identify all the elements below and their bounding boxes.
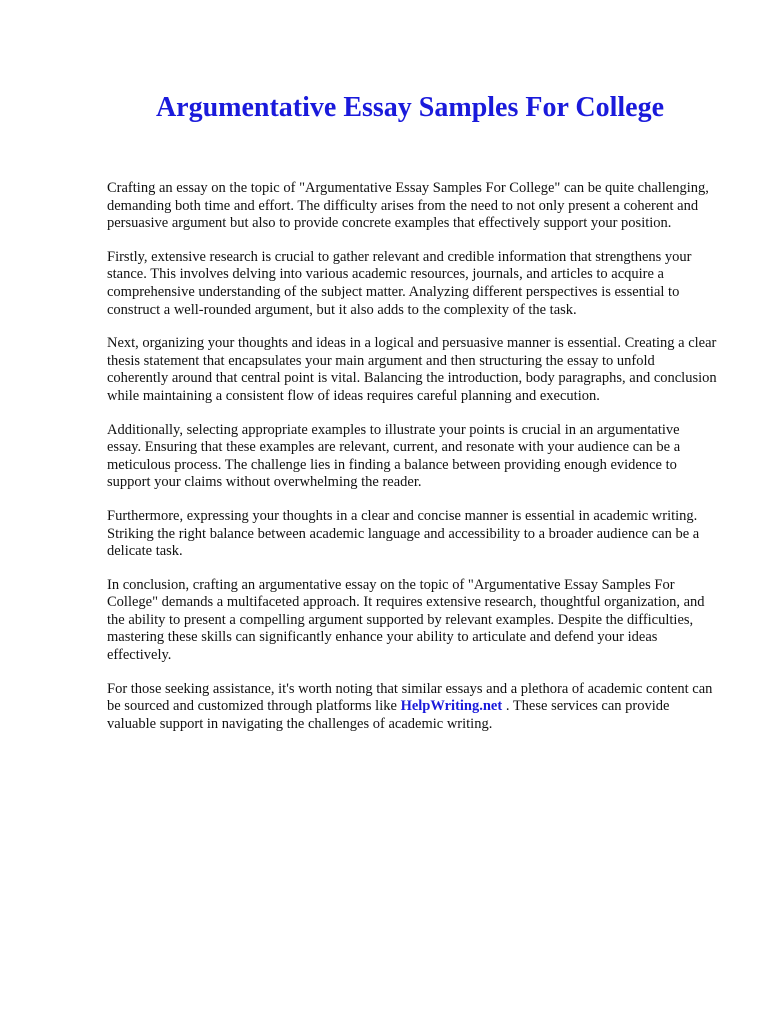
assistance-text-after: . These services can provide valuable support in navigating the challenges of academic writing. bbox=[107, 698, 670, 732]
paragraph-intro: Crafting an essay on the topic of "Argumentative Essay Samples For College" can be quite challenging, demanding both time and effort. The difficulty arises from the need to not only present a coherent and persuasive argument but also to provide concrete examples that effectively support your position. bbox=[107, 180, 709, 232]
paragraph-assistance bbox=[107, 681, 717, 734]
document-body bbox=[107, 180, 717, 749]
paragraph-research: Firstly, extensive research is crucial to gather relevant and credible information that strengthens your stance. This involves delving into various academic resources, journals, and articles to acquire a comprehensive understanding of the subject matter. Analyzing different perspectives is essential to construct a well-rounded argument, but it also adds to the complexity of the task. bbox=[107, 248, 692, 318]
paragraph-clarity: Furthermore, expressing your thoughts in a clear and concise manner is essential in academic writing. Striking the right balance between academic language and accessibility to a broader audience can be a delicate task. bbox=[107, 507, 700, 560]
paragraph-examples: Additionally, selecting appropriate examples to illustrate your points is crucial in an argumentative essay. Ensuring that these examples are relevant, current, and resonate with your audience can be a meticulous process. The challenge lies in finding a balance between providing enough evidence to support your claims without overwhelming the reader. bbox=[107, 421, 681, 491]
document-title: Argumentative Essay Samples For College bbox=[155, 92, 665, 123]
assistance-text-before: For those seeking assistance, it's worth noting that similar essays and a plethora of academic content can be sourced and customized through platforms like bbox=[107, 680, 713, 715]
paragraph-conclusion: In conclusion, crafting an argumentative essay on the topic of "Argumentative Essay Samples For College" demands a multifaceted approach. It requires extensive research, thoughtful organization, and the ability to present a compelling argument supported by relevant examples. Despite the difficulties, mastering these skills can significantly enhance your ability to articulate and defend your ideas effectively. bbox=[107, 576, 705, 664]
helpwriting-link[interactable]: HelpWriting.net bbox=[400, 698, 503, 715]
paragraph-organization: Next, organizing your thoughts and ideas in a logical and persuasive manner is essential. Creating a clear thesis statement that encapsulates your main argument and then structuring the essay to unfold coherently around that central point is vital. Balancing the introduction, body paragraphs, and conclusion while maintaining a consistent flow of ideas requires careful planning and execution. bbox=[107, 335, 717, 404]
